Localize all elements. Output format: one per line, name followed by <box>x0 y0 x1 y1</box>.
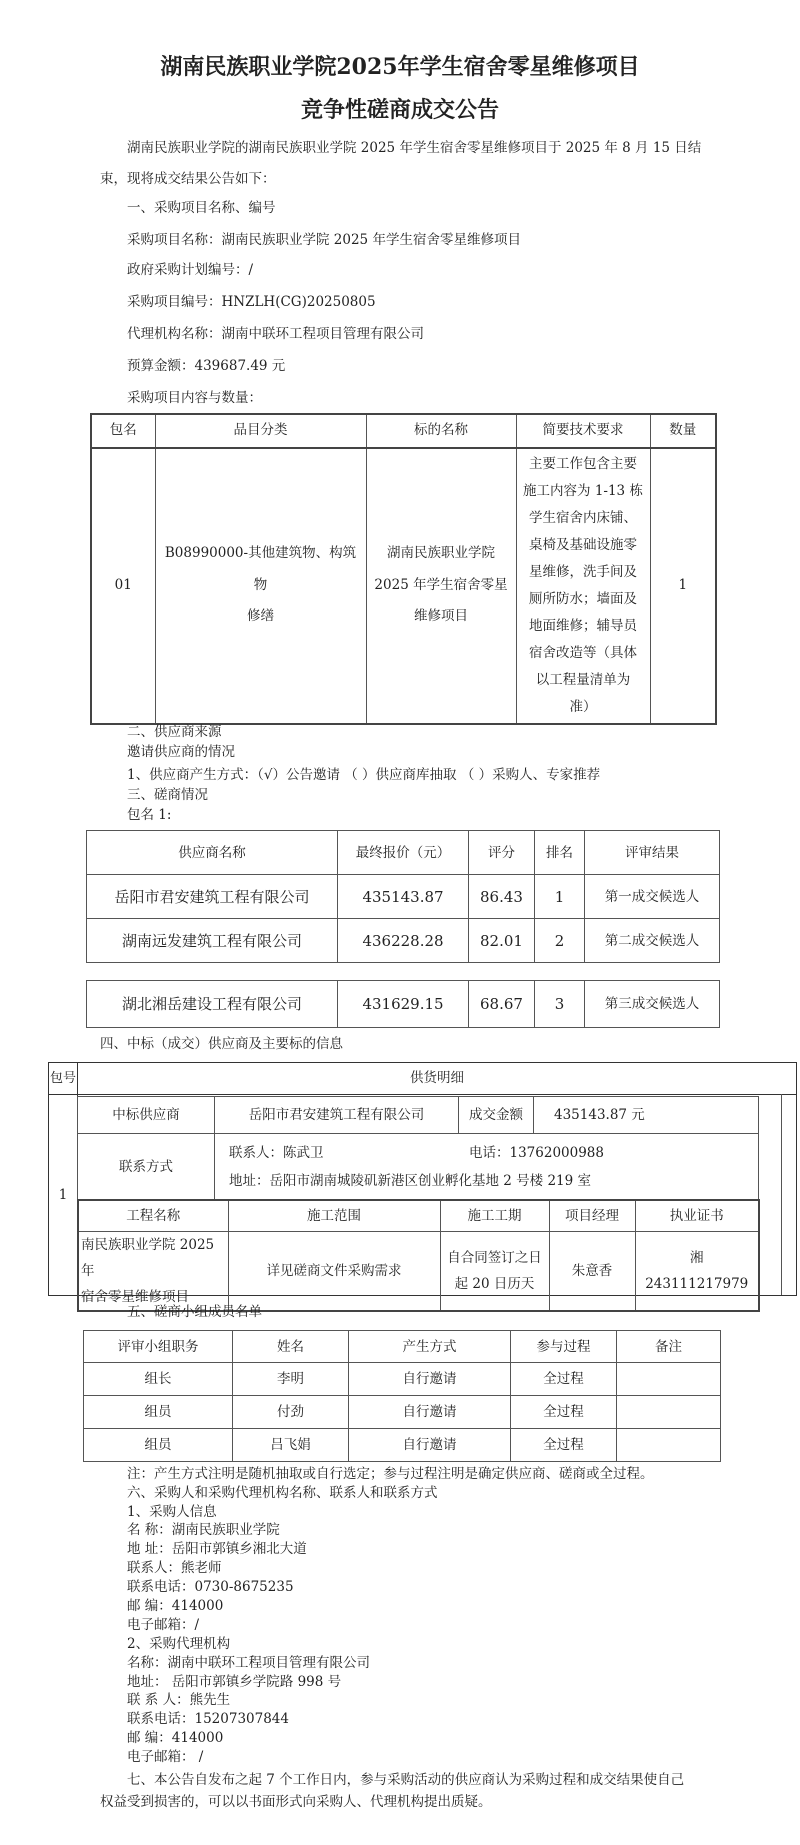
col-package: 包号 <box>49 1063 78 1094</box>
agency-name: 代理机构名称：湖南中联环工程项目管理有限公司 <box>127 326 424 342</box>
items-table <box>90 413 717 725</box>
header-cell: 最终报价（元） <box>338 831 469 875</box>
project-name-cell <box>78 1231 228 1311</box>
header-cell: 数量 <box>650 414 716 448</box>
buyer-line: 邮 编：414000 <box>127 1598 224 1614</box>
remark <box>617 1363 721 1396</box>
req-line: 施工内容为 1-13 栋 <box>523 482 643 499</box>
supplier-name: 湖南远发建筑工程有限公司 <box>87 919 338 963</box>
doc-subtitle: 竞争性磋商成交公告 <box>300 97 499 123</box>
process: 全过程 <box>511 1396 617 1429</box>
table-header-row <box>87 831 720 875</box>
table-row <box>78 1231 759 1311</box>
section7-line: 七、本公告自发布之起 7 个工作日内，参与采购活动的供应商认为采购过程和成交结果使自己 <box>127 1772 685 1788</box>
header-cell: 备注 <box>617 1331 721 1363</box>
section1-heading: 一、采购项目名称、编号 <box>127 200 276 216</box>
manager: 朱意香 <box>549 1231 635 1311</box>
project-no: 采购项目编号：HNZLH(CG)20250805 <box>127 294 376 310</box>
winner-name: 岳阳市君安建筑工程有限公司 <box>215 1097 459 1134</box>
score: 86.43 <box>469 875 535 919</box>
plan-no: 政府采购计划编号：/ <box>127 262 254 278</box>
header-cell: 排名 <box>535 831 585 875</box>
section3-heading: 三、磋商情况 <box>127 787 208 803</box>
result: 第二成交候选人 <box>585 919 720 963</box>
header-cell: 参与过程 <box>511 1331 617 1363</box>
header-cell: 标的名称 <box>366 414 516 448</box>
section7-line: 权益受到损害的，可以以书面形式向采购人、代理机构提出质疑。 <box>100 1794 492 1810</box>
req-line: 学生宿舍内床铺、 <box>529 509 637 526</box>
req-line: 准） <box>569 698 597 715</box>
table-row <box>84 1429 721 1462</box>
rank: 1 <box>535 875 585 919</box>
result: 第三成交候选人 <box>585 981 720 1028</box>
member-name: 吕飞娟 <box>233 1429 349 1462</box>
req-line: 主要工作包含主要 <box>529 455 637 472</box>
panel-table <box>83 1330 721 1462</box>
budget: 预算金额：439687.49 元 <box>127 358 286 374</box>
period-line: 自合同签订之日 <box>447 1249 542 1266</box>
agency-line: 联 系 人：熊先生 <box>127 1692 231 1708</box>
buyer-line: 联系电话：0730-8675235 <box>127 1579 294 1595</box>
remark <box>617 1396 721 1429</box>
method: 自行邀请 <box>349 1429 511 1462</box>
header-cell: 施工工期 <box>440 1200 549 1231</box>
certificate: 湘 243111217979 <box>635 1231 759 1311</box>
header-cell: 产生方式 <box>349 1331 511 1363</box>
period-cell <box>440 1231 549 1311</box>
scope: 详见磋商文件采购需求 <box>228 1231 440 1311</box>
header-cell: 供应商名称 <box>87 831 338 875</box>
header-cell: 执业证书 <box>635 1200 759 1231</box>
table-header-row <box>78 1200 759 1231</box>
header-cell: 施工范围 <box>228 1200 440 1231</box>
result: 第一成交候选人 <box>585 875 720 919</box>
section4-heading: 四、中标（成交）供应商及主要标的信息 <box>100 1036 343 1052</box>
project-sub-table <box>77 1199 760 1312</box>
contact-cell <box>215 1134 759 1200</box>
section5-heading: 五、磋商小组成员名单 <box>127 1304 262 1320</box>
header-cell: 项目经理 <box>549 1200 635 1231</box>
section2-sub: 邀请供应商的情况 <box>127 744 235 760</box>
project-name: 采购项目名称：湖南民族职业学院 2025 年学生宿舍零星维修项目 <box>127 232 521 248</box>
remark <box>617 1429 721 1462</box>
member-name: 李明 <box>233 1363 349 1396</box>
name-line: 湖南民族职业学院 <box>387 545 495 562</box>
col-detail: 供货明细 <box>410 1070 464 1086</box>
process: 全过程 <box>511 1429 617 1462</box>
rank: 2 <box>535 919 585 963</box>
agency-line: 电子邮箱： / <box>127 1749 204 1765</box>
table-row <box>91 448 716 724</box>
role: 组长 <box>84 1363 233 1396</box>
supplier-name: 湖北湘岳建设工程有限公司 <box>87 981 338 1028</box>
address: 地址：岳阳市湖南城陵矶新港区创业孵化基地 2 号楼 219 室 <box>229 1172 592 1189</box>
panel-note: 注：产生方式注明是随机抽取或自行选定；参与过程注明是确定供应商、磋商或全过程。 <box>127 1466 654 1482</box>
name-line: 维修项目 <box>414 608 468 625</box>
agency-line: 联系电话：15207307844 <box>127 1711 289 1727</box>
req-line: 宿舍改造等（具体 <box>529 644 637 661</box>
winner-info-table <box>77 1096 759 1200</box>
req-line: 以工程量清单为 <box>535 671 631 688</box>
process: 全过程 <box>511 1363 617 1396</box>
req-line: 厕所防水；墙面及 <box>529 590 637 607</box>
project-name-line: 南民族职业学院 2025 年 <box>81 1236 215 1279</box>
agency-heading: 2、采购代理机构 <box>127 1636 231 1652</box>
role: 组员 <box>84 1396 233 1429</box>
score: 68.67 <box>469 981 535 1028</box>
role: 组员 <box>84 1429 233 1462</box>
period-line: 起 20 日历天 <box>454 1275 535 1292</box>
agency-line: 地址： 岳阳市郭镇乡学院路 998 号 <box>127 1674 342 1690</box>
doc-title: 湖南民族职业学院2025年学生宿舍零星维修项目 <box>160 54 640 80</box>
table-row <box>84 1363 721 1396</box>
phone: 电话：13762000988 <box>469 1144 604 1161</box>
name-line: 2025 年学生宿舍零星 <box>374 576 508 593</box>
contact-line <box>229 1139 754 1167</box>
category-line: 修缮 <box>247 608 274 625</box>
buyer-line: 联系人：熊老师 <box>127 1560 222 1576</box>
project-name-line: 宿舍零星维修项目 <box>81 1288 189 1305</box>
intro-line: 束，现将成交结果公告如下： <box>100 171 276 187</box>
amount-label: 成交金额 <box>459 1097 534 1134</box>
contact-row <box>78 1134 759 1200</box>
divider <box>781 1094 782 1295</box>
winner-label: 中标供应商 <box>78 1097 215 1134</box>
table-header-row <box>91 414 716 448</box>
table-row <box>84 1396 721 1429</box>
header-cell: 评审小组职务 <box>84 1331 233 1363</box>
section6-heading: 六、采购人和采购代理机构名称、联系人和联系方式 <box>127 1485 438 1501</box>
header-cell: 工程名称 <box>78 1200 228 1231</box>
header-cell: 评审结果 <box>585 831 720 875</box>
section2-heading: 二、供应商来源 <box>127 724 222 740</box>
agency-line: 名称：湖南中联环工程项目管理有限公司 <box>127 1655 370 1671</box>
header-cell: 品目分类 <box>155 414 366 448</box>
negotiation-table-continued <box>86 980 720 1028</box>
buyer-heading: 1、采购人信息 <box>127 1504 217 1520</box>
supplier-method: 1、供应商产生方式：（√）公告邀请 （ ）供应商库抽取 （ ）采购人、专家推荐 <box>127 767 601 783</box>
table-header-row <box>84 1331 721 1363</box>
header-cell: 评分 <box>469 831 535 875</box>
score: 82.01 <box>469 919 535 963</box>
method: 自行邀请 <box>349 1396 511 1429</box>
header-cell: 姓名 <box>233 1331 349 1363</box>
contact-person: 联系人：陈武卫 <box>229 1144 324 1161</box>
negotiation-table <box>86 830 720 963</box>
req-line: 星维修，洗手间及 <box>529 563 637 580</box>
quantity-cell: 1 <box>650 448 716 724</box>
divider <box>49 1094 796 1095</box>
package-cell: 01 <box>91 448 155 724</box>
req-line: 地面维修；辅导员 <box>529 617 637 634</box>
method: 自行邀请 <box>349 1363 511 1396</box>
agency-line: 邮 编：414000 <box>127 1730 224 1746</box>
req-line: 桌椅及基础设施零 <box>529 536 637 553</box>
supplier-name: 岳阳市君安建筑工程有限公司 <box>87 875 338 919</box>
price: 435143.87 <box>338 875 469 919</box>
content-label: 采购项目内容与数量： <box>127 390 262 406</box>
header-cell: 包名 <box>91 414 155 448</box>
price: 431629.15 <box>338 981 469 1028</box>
price: 436228.28 <box>338 919 469 963</box>
table-row <box>87 919 720 963</box>
header-cell: 简要技术要求 <box>516 414 650 448</box>
package-no: 1 <box>58 1186 68 1203</box>
requirement-cell <box>516 448 650 724</box>
member-name: 付劲 <box>233 1396 349 1429</box>
buyer-line: 电子邮箱：/ <box>127 1617 200 1633</box>
package-label: 包名 1: <box>127 807 172 823</box>
winner-row <box>78 1097 759 1134</box>
contact-label: 联系方式 <box>78 1134 215 1200</box>
rank: 3 <box>535 981 585 1028</box>
category-line: B08990000-其他建筑物、构筑物 <box>164 545 357 593</box>
item-name-cell <box>366 448 516 724</box>
amount: 435143.87 元 <box>534 1097 759 1134</box>
table-row <box>87 875 720 919</box>
category-cell <box>155 448 366 724</box>
intro-line: 湖南民族职业学院的湖南民族职业学院 2025 年学生宿舍零星维修项目于 2025 年 8 月 15 日结 <box>127 140 702 156</box>
buyer-line: 名 称：湖南民族职业学院 <box>127 1522 280 1538</box>
table-row <box>87 981 720 1028</box>
buyer-line: 地 址：岳阳市郭镇乡湘北大道 <box>127 1541 307 1557</box>
